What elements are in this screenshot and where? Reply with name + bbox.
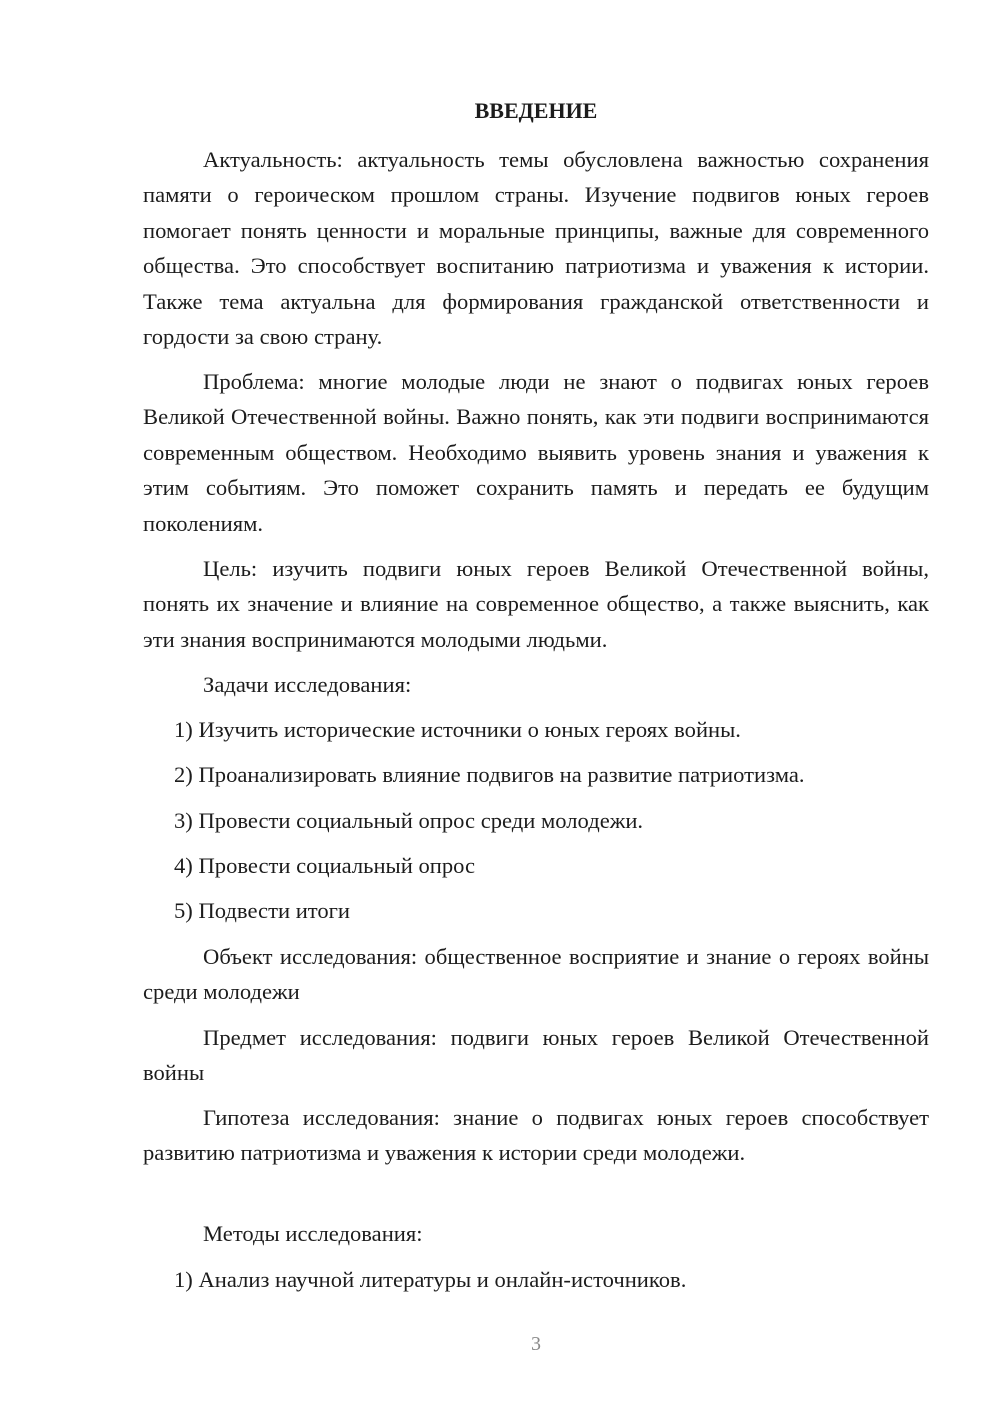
methods-title: Методы исследования: — [203, 1221, 423, 1246]
task-item-1: 1) Изучить исторические источники о юных героях войны. — [174, 717, 741, 742]
task-item-4: 4) Провести социальный опрос — [174, 853, 476, 878]
subject-paragraph: Предмет исследования: подвиги юных героев Великой Отечественной войны — [143, 1025, 929, 1086]
method-item-1: 1) Анализ научной литературы и онлайн-источников. — [174, 1267, 687, 1292]
task-item-3: 3) Провести социальный опрос среди молодежи. — [174, 808, 644, 833]
section-heading: ВВЕДЕНИЕ — [474, 98, 598, 123]
object-paragraph: Объект исследования: общественное восприятие и знание о героях войны среди молодежи — [143, 944, 929, 1005]
task-item-5: 5) Подвести итоги — [174, 898, 351, 923]
relevance-paragraph: Актуальность: актуальность темы обусловлена важностью сохранения памяти о героическом прошлом страны. Изучение подвигов юных героев помогает понять ценности и моральные принципы, важные для современного общества. Это способствует воспитанию патриотизма и уважения к истории. Также тема актуальна для формирования гражданской ответственности и гордости за свою страну. — [143, 147, 929, 350]
hypothesis-paragraph: Гипотеза исследования: знание о подвигах юных героев способствует развитию патриотизма и уважения к истории среди молодежи. — [143, 1105, 929, 1166]
page-number: 3 — [531, 1333, 541, 1355]
task-item-2: 2) Проанализировать влияние подвигов на развитие патриотизма. — [174, 762, 805, 787]
problem-paragraph: Проблема: многие молодые люди не знают о подвигах юных героев Великой Отечественной войны. Важно понять, как эти подвиги воспринимаются современным обществом. Необходимо выявить уровень знания и уважения к этим событиям. Это поможет сохранить память и передать ее будущим поколениям. — [143, 369, 929, 536]
goal-paragraph: Цель: изучить подвиги юных героев Великой Отечественной войны, понять их значение и влияние на современное общество, а также выяснить, как эти знания воспринимаются молодыми людьми. — [143, 556, 929, 652]
tasks-title: Задачи исследования: — [203, 672, 412, 697]
